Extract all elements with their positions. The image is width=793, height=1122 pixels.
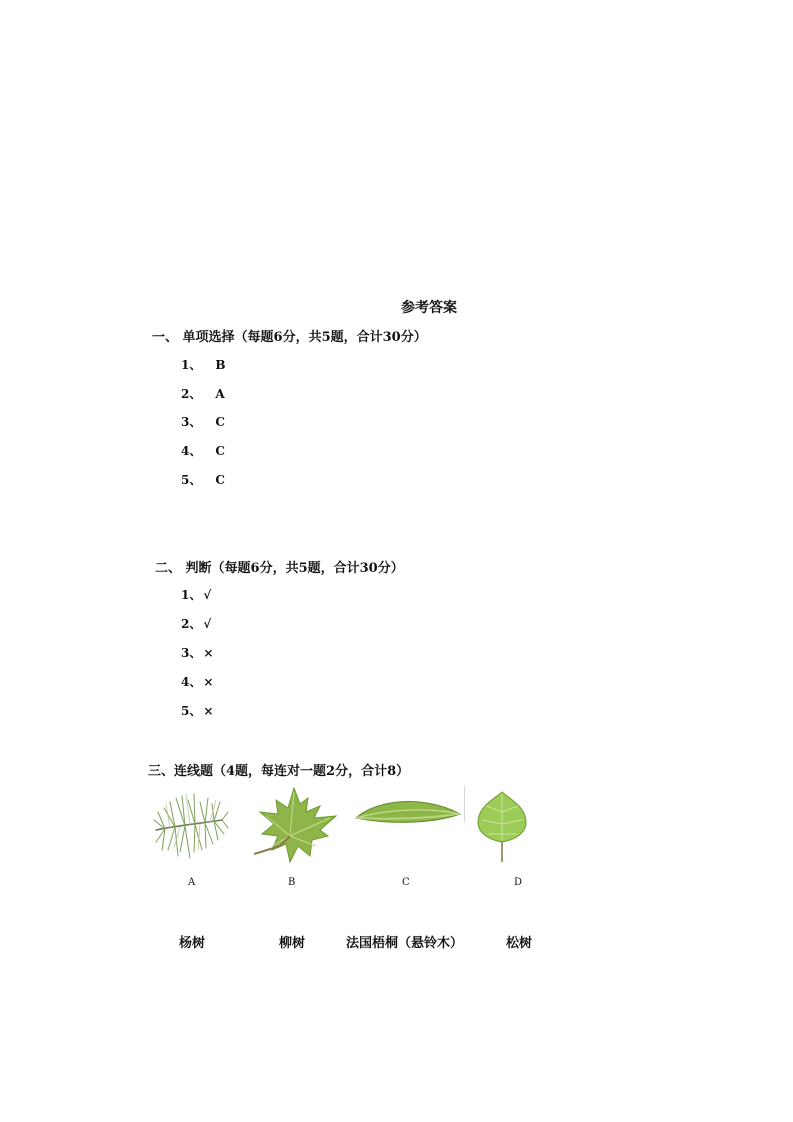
item-number: 1、 [181, 358, 202, 372]
item-number: 4、 [181, 444, 202, 458]
pine-needle-icon [150, 790, 230, 862]
leaf-label-c: C [402, 877, 410, 888]
item-answer: B [215, 358, 226, 372]
page-title: 参考答案 [401, 300, 457, 316]
check-mark-icon: √ [203, 617, 212, 631]
section2-item-3 [181, 644, 213, 661]
section1-item-1 [181, 356, 226, 373]
cross-mark-icon: × [203, 675, 214, 689]
cross-mark-icon: × [203, 704, 214, 718]
tree-name-poplar: 杨树 [179, 936, 206, 951]
leaf-label-b: B [288, 877, 296, 888]
poplar-leaf-icon [474, 790, 530, 864]
section1-heading: 一、 单项选择（每题6分，共5题，合计30分） [152, 330, 427, 345]
willow-leaf-icon [352, 796, 464, 828]
item-number: 5、 [181, 704, 202, 718]
tree-name-plane: 法国梧桐（悬铃木） [346, 936, 464, 951]
item-number: 1、 [181, 588, 202, 602]
section1-item-4 [181, 442, 225, 459]
item-number: 2、 [181, 617, 202, 631]
item-number: 4、 [181, 675, 202, 689]
section2-item-4 [181, 673, 213, 690]
item-number: 3、 [181, 646, 202, 660]
tree-name-willow: 柳树 [279, 936, 306, 951]
section1-item-5 [181, 471, 225, 488]
section2-item-2 [181, 615, 211, 632]
check-mark-icon: √ [203, 588, 212, 602]
leaf-label-d: D [514, 877, 523, 888]
image-divider [464, 786, 465, 822]
section3-heading: 三、连线题（4题，每连对一题2分，合计8） [148, 764, 410, 779]
item-number: 2、 [181, 387, 202, 401]
item-number: 3、 [181, 415, 202, 429]
section2-heading: 二、 判断（每题6分，共5题，合计30分） [155, 561, 404, 576]
item-answer: C [215, 415, 225, 429]
section2-item-1 [181, 586, 211, 603]
item-answer: C [215, 444, 225, 458]
tree-name-pine: 松树 [506, 936, 533, 951]
section2-item-5 [181, 702, 213, 719]
item-answer: C [215, 473, 225, 487]
section1-item-2 [181, 385, 225, 402]
maple-leaf-icon [250, 786, 340, 868]
section1-item-3 [181, 413, 225, 430]
item-answer: A [215, 387, 225, 401]
leaf-label-a: A [188, 877, 196, 888]
item-number: 5、 [181, 473, 202, 487]
cross-mark-icon: × [203, 646, 214, 660]
